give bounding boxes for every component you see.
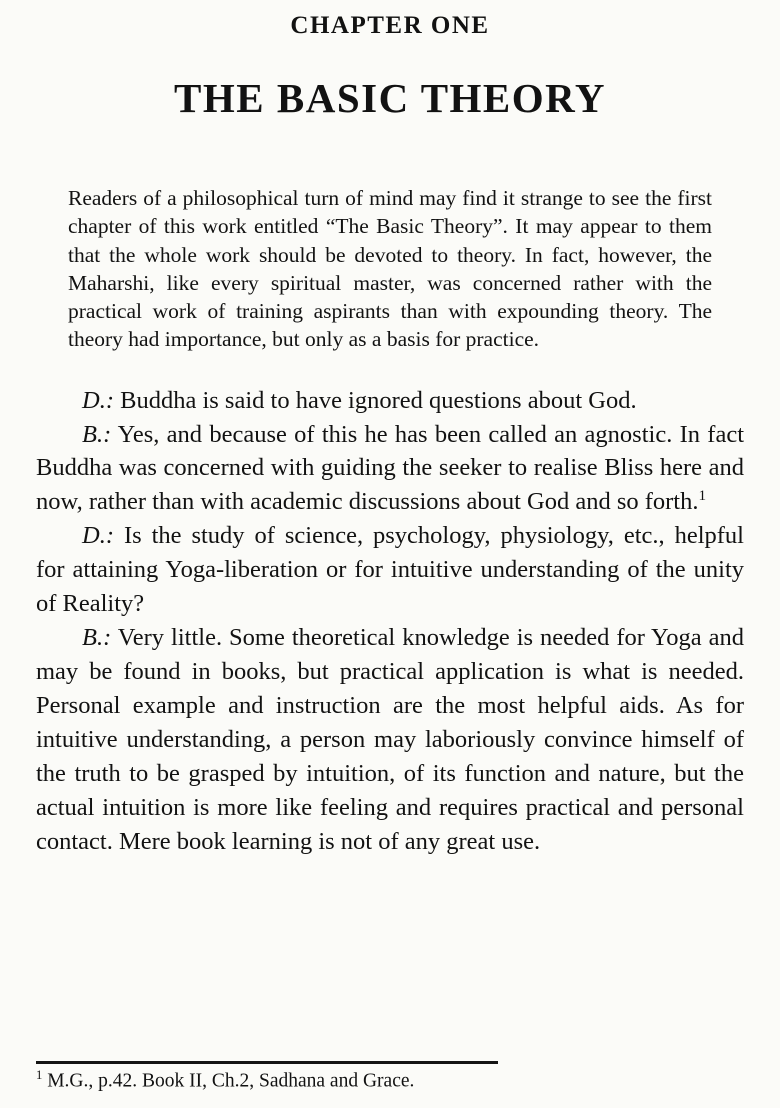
dialogue-paragraph [36, 418, 744, 520]
footnote [36, 1068, 744, 1094]
dialogue-text: Very little. Some theoretical knowledge is needed for Yoga and may be found in books, but practical application is what is needed. Personal example and instruction are the most helpful aids. As for intuitive understanding, a person may laboriously convince himself of the truth to be grasped by intuition, of its function and nature, but the actual intuition is more like feeling and requires practical and personal contact. Mere book learning is not of any great use. [36, 624, 744, 855]
page-title: THE BASIC THEORY [174, 75, 606, 121]
chapter-label: CHAPTER ONE [290, 12, 490, 39]
speaker-label: D.: [82, 386, 114, 414]
dialogue-section [36, 384, 744, 859]
footnote-reference: 1 [698, 487, 707, 505]
speaker-label: B.: [82, 420, 112, 448]
dialogue-paragraph [36, 621, 744, 858]
intro-paragraph: Readers of a philosophical turn of mind may find it strange to see the first chapter of this work entitled “The Basic Theory”. It may appear to them that the whole work should be devoted to theory. In fact, however, the Maharshi, like every spiritual master, was concerned rather with the practical work of training aspirants than with expounding theory. The theory had importance, but only as a basis for practice. [68, 186, 712, 352]
dialogue-text: Yes, and because of this he has been called an agnostic. In fact Buddha was concerned with guiding the seeker to realise Bliss here and now, rather than with academic discussions about God and so forth. [36, 420, 744, 516]
footnote-marker: 1 [36, 1068, 43, 1083]
speaker-label: D.: [82, 522, 114, 550]
speaker-label: B.: [82, 624, 112, 652]
dialogue-paragraph [36, 519, 744, 621]
footnote-text: M.G., p.42. Book II, Ch.2, Sadhana and Grace. [47, 1070, 415, 1092]
footnote-section [36, 1061, 744, 1098]
dialogue-text: Buddha is said to have ignored questions about God. [120, 386, 637, 414]
dialogue-paragraph [36, 384, 744, 418]
dialogue-text: Is the study of science, psychology, physiology, etc., helpful for attaining Yoga-liberation or for intuitive understanding of the unity of Reality? [36, 522, 744, 618]
footnote-divider [36, 1061, 498, 1064]
